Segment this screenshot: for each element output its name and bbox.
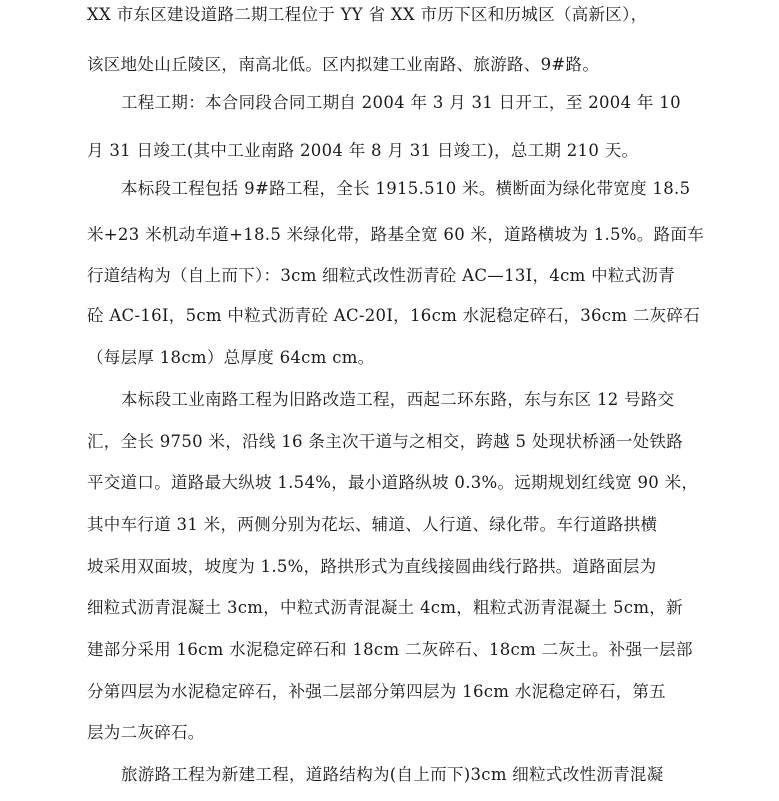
paragraph-line: 其中车行道 31 米，两侧分别为花坛、辅道、人行道、绿化带。车行道路拱横 <box>87 515 658 534</box>
paragraph-line: （每层厚 18cm）总厚度 64cm cm。 <box>87 348 375 367</box>
paragraph-line: 工程工期：本合同段合同工期自 2004 年 3 月 31 日开工，至 2004 年 10 <box>121 93 681 112</box>
paragraph-line: 砼 AC-16Ⅰ，5cm 中粒式沥青砼 AC-20Ⅰ，16cm 水泥稳定碎石，36cm 二灰碎石 <box>87 306 701 325</box>
paragraph-line: 层为二灰碎石。 <box>87 723 205 742</box>
paragraph-line: 本标段工业南路工程为旧路改造工程，西起二环东路，东与东区 12 号路交 <box>121 390 675 409</box>
paragraph-line: 平交道口。道路最大纵坡 1.54%，最小道路纵坡 0.3%。远期规划红线宽 90 米， <box>87 473 699 492</box>
paragraph-line: 细粒式沥青混凝土 3cm，中粒式沥青混凝土 4cm，粗粒式沥青混凝土 5cm，新 <box>87 598 683 617</box>
paragraph-line: 行道结构为（自上而下）：3cm 细粒式改性沥青砼 AC—13Ⅰ，4cm 中粒式沥青 <box>87 266 676 285</box>
paragraph-line: 月 31 日竣工(其中工业南路 2004 年 8 月 31 日竣工)，总工期 210 天。 <box>87 141 639 160</box>
paragraph-line: XX 市东区建设道路二期工程位于 YY 省 XX 市历下区和历城区（高新区）， <box>87 5 648 24</box>
paragraph-line: 米+23 米机动车道+18.5 米绿化带，路基全宽 60 米，道路横坡为 1.5%。路面车 <box>87 225 705 244</box>
paragraph-line: 本标段工程包括 9#路工程，全长 1915.510 米。横断面为绿化带宽度 18.5 <box>121 179 691 198</box>
paragraph-line: 旅游路工程为新建工程，道路结构为(自上而下)3cm 细粒式改性沥青混凝 <box>121 765 664 784</box>
paragraph-line: 坡采用双面坡，坡度为 1.5%，路拱形式为直线接圆曲线行路拱。道路面层为 <box>87 557 657 576</box>
paragraph-line: 该区地处山丘陵区，南高北低。区内拟建工业南路、旅游路、9#路。 <box>87 55 600 74</box>
paragraph-line: 汇，全长 9750 米，沿线 16 条主次干道与之相交，跨越 5 处现状桥涵一处铁路 <box>87 432 684 451</box>
paragraph-line: 建部分采用 16cm 水泥稳定碎石和 18cm 二灰碎石、18cm 二灰土。补强一层部 <box>87 640 693 659</box>
paragraph-line: 分第四层为水泥稳定碎石，补强二层部分第四层为 16cm 水泥稳定碎石，第五 <box>87 682 666 701</box>
